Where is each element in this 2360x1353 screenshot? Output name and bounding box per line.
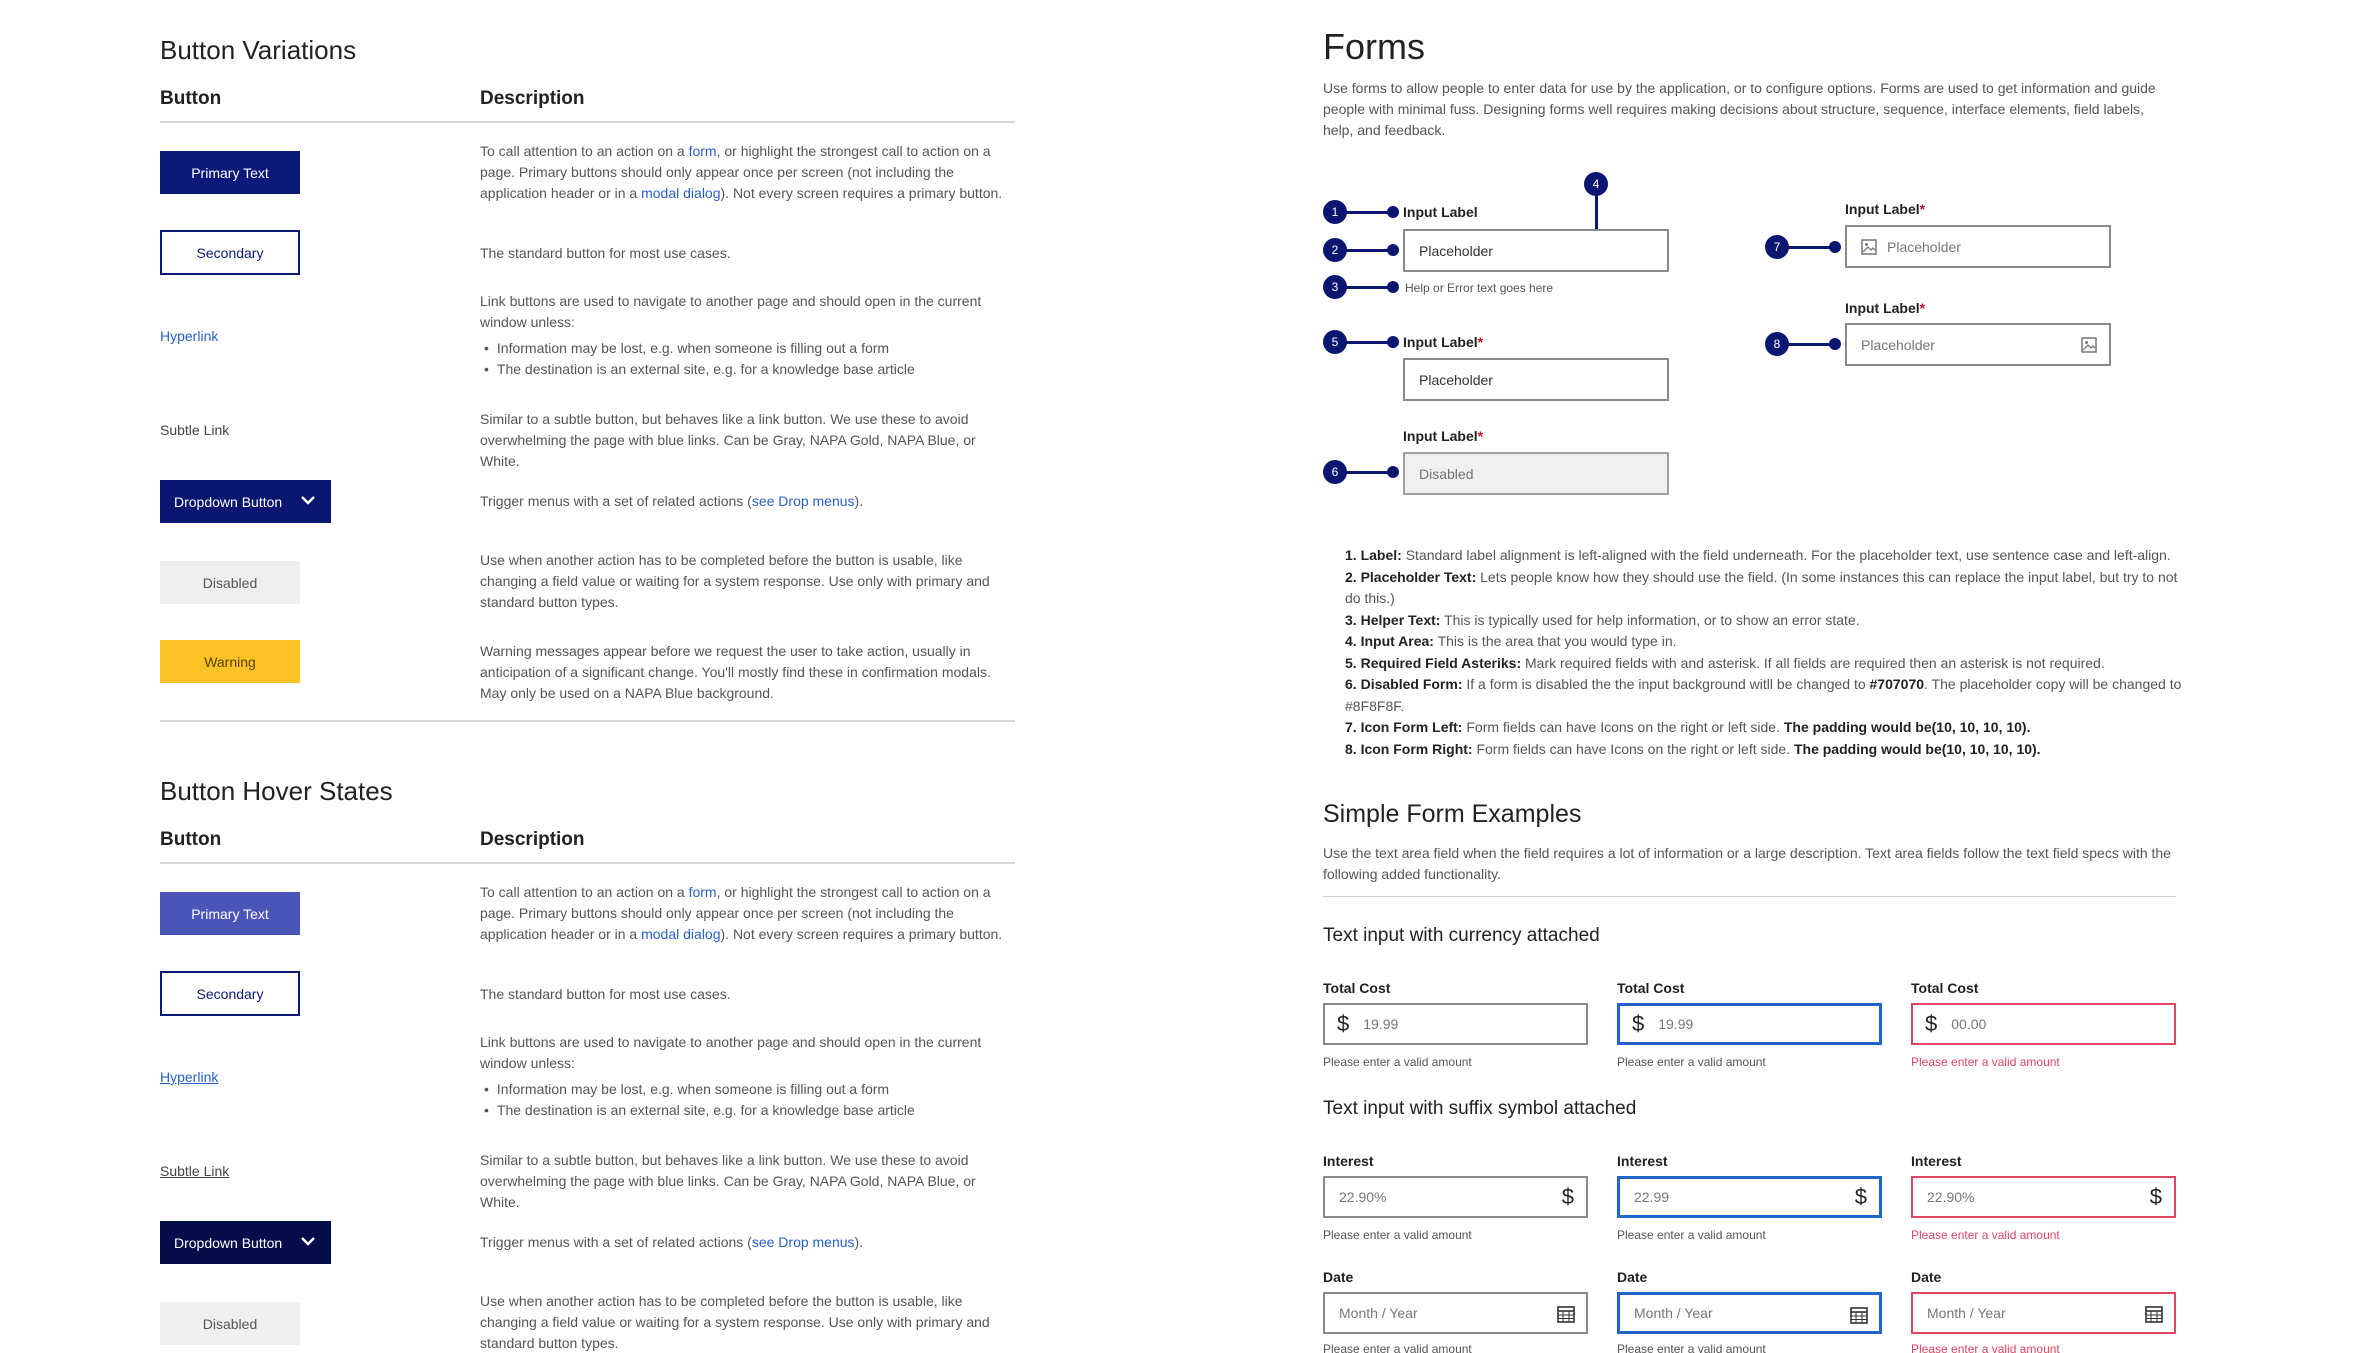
calendar-icon [1556,1304,1576,1324]
subtle-link-description: Similar to a subtle button, but behaves like a link button. We use these to avoid overwhelming the page with blue links. Can be Gray, NAPA Gold, NAPA Blue, or White. [480,411,976,469]
dropdown-description: Trigger menus with a set of related actions (see Drop menus). [480,493,864,509]
dropdown-description: Trigger menus with a set of related actions (see Drop menus). [480,1234,864,1250]
error-text: Please enter a valid amount [1911,1342,2060,1353]
section-title: Button Variations [160,35,357,65]
marker-7: 7 [1765,235,1789,259]
dollar-icon: $ [1561,1184,1574,1209]
disabled-input: Disabled [1403,452,1669,495]
primary-button[interactable]: Primary Text [160,151,300,194]
placeholder-input[interactable]: Placeholder [1403,229,1669,272]
primary-description: To call attention to an action on a form, or highlight the strongest call to action on a page. Primary buttons should only appear once per screen (not including the application header or in a modal dialog). Not every screen requires a primary button. [480,143,1003,201]
total-cost-input-default[interactable]: $ 19.99 [1323,1003,1588,1045]
dropdown-button-hover[interactable]: Dropdown Button [160,1221,331,1264]
hyperlink-description: Link buttons are used to navigate to another page and should open in the current window unless: • Information may be lost, e.g. when someone is filling out a form • The destination is an external site, e.g. for a knowledge base article [480,1032,1010,1121]
total-cost-label: Total Cost [1617,980,1685,996]
note-item: 3. Helper Text: This is typically used for help information, or to show an error state. [1345,611,1860,628]
secondary-button-hover[interactable]: Secondary [160,971,300,1016]
divider [160,862,1015,864]
secondary-description: The standard button for most use cases. [480,986,731,1002]
error-text: Please enter a valid amount [1911,1228,2060,1242]
helper-text: Please enter a valid amount [1617,1228,1766,1242]
drop-menus-link[interactable]: see Drop menus [751,493,855,509]
form-link[interactable]: form [688,884,717,900]
marker-1: 1 [1323,200,1347,224]
interest-input-error[interactable]: 22.90% $ [1911,1176,2176,1218]
chevron-down-icon [299,491,317,509]
total-cost-label: Total Cost [1911,980,1979,996]
dollar-icon: $ [1337,1011,1350,1036]
subtle-link-button[interactable]: Subtle Link [160,422,230,438]
dollar-icon: $ [1632,1011,1645,1036]
dollar-icon: $ [1854,1184,1867,1209]
divider [1323,896,2176,897]
marker-6: 6 [1323,460,1347,484]
connector-dot [1387,466,1399,478]
date-input-default[interactable]: Month / Year [1323,1292,1588,1334]
icon-right-input-label: Input Label* [1845,300,1926,316]
interest-label: Interest [1617,1153,1668,1169]
page-title: Forms [1323,26,1425,67]
column-header-description: Description [480,88,585,109]
dollar-icon: $ [1925,1011,1938,1036]
helper-text: Please enter a valid amount [1323,1342,1472,1353]
date-label: Date [1911,1269,1942,1285]
dropdown-button[interactable]: Dropdown Button [160,480,331,523]
date-label: Date [1617,1269,1648,1285]
drop-menus-link[interactable]: see Drop menus [751,1234,855,1250]
icon-left-input-label: Input Label* [1845,201,1926,217]
column-header-button: Button [160,88,222,109]
connector-dot [1387,206,1399,218]
helper-text: Help or Error text goes here [1405,281,1554,295]
connector-dot [1829,241,1841,253]
hyperlink-button[interactable]: Hyperlink [160,328,219,344]
note-item: 1. Label: Standard label alignment is left-aligned with the field underneath. For the placeholder text, use sentence case and left-align. [1345,547,2171,563]
note-item: 4. Input Area: This is the area that you would type in. [1345,633,1677,649]
interest-label: Interest [1911,1153,1962,1169]
helper-text: Please enter a valid amount [1323,1055,1472,1069]
interest-input-focused[interactable]: 22.99 $ [1617,1176,1882,1218]
modal-dialog-link[interactable]: modal dialog [641,926,721,942]
examples-intro: Use the text area field when the field requires a lot of information or a large description. Text area fields follow the text field specs with the following added functionality. [1323,845,2171,882]
modal-dialog-link[interactable]: modal dialog [641,185,721,201]
marker-5: 5 [1323,330,1347,354]
primary-button-hover[interactable]: Primary Text [160,892,300,935]
icon-right-input[interactable]: Placeholder [1845,323,2111,366]
secondary-description: The standard button for most use cases. [480,245,731,261]
disabled-button: Disabled [160,561,300,604]
connector-dot [1387,244,1399,256]
subtle-link-description: Similar to a subtle button, but behaves like a link button. We use these to avoid overwhelming the page with blue links. Can be Gray, NAPA Gold, NAPA Blue, or White. [480,1152,976,1210]
note-item: 7. Icon Form Left: Form fields can have Icons on the right or left side. The padding would be(10, 10, 10, 10). [1345,719,2031,735]
marker-8: 8 [1765,332,1789,356]
divider [160,121,1015,123]
interest-input-default[interactable]: 22.90% $ [1323,1176,1588,1218]
examples-title: Simple Form Examples [1323,800,1582,828]
disabled-input-label: Input Label* [1403,428,1484,444]
section-title: Button Hover States [160,776,393,806]
anatomy-notes [1345,545,2185,760]
form-link[interactable]: form [688,143,717,159]
date-input-focused[interactable]: Month / Year [1617,1292,1882,1334]
total-cost-input-focused[interactable]: $ 19.99 [1617,1003,1882,1045]
date-label: Date [1323,1269,1354,1285]
connector-dot [1829,338,1841,350]
hyperlink-description: Link buttons are used to navigate to another page and should open in the current window unless: • Information may be lost, e.g. when someone is filling out a form • The destination is an external site, e.g. for a knowledge base article [480,291,1010,380]
calendar-icon [2144,1304,2164,1324]
connector-dot [1387,336,1399,348]
hyperlink-button-hover[interactable]: Hyperlink [160,1069,219,1085]
image-icon [2081,337,2097,353]
error-text: Please enter a valid amount [1911,1055,2060,1069]
marker-4: 4 [1584,172,1608,196]
calendar-icon [1849,1305,1869,1325]
disabled-description: Use when another action has to be completed before the button is usable, like changing a field value or waiting for a system response. Use only with primary and standard button types. [480,1293,990,1351]
note-item: 5. Required Field Asteriks: Mark required fields with and asterisk. If all fields are required then an asterisk is not required. [1345,654,2105,671]
chevron-down-icon [299,1232,317,1250]
helper-text: Please enter a valid amount [1617,1055,1766,1069]
currency-section-title: Text input with currency attached [1323,925,1600,946]
marker-2: 2 [1323,238,1347,262]
required-input-label: Input Label* [1403,334,1484,350]
image-icon [1861,239,1877,255]
note-item: 2. Placeholder Text: Lets people know how they should use the field. (In some instances this can replace the input label, but try to not do this.) [1345,568,2178,606]
column-header-button: Button [160,829,222,850]
disabled-button-hover: Disabled [160,1302,300,1345]
helper-text: Please enter a valid amount [1323,1228,1472,1242]
total-cost-label: Total Cost [1323,980,1391,996]
forms-intro: Use forms to allow people to enter data for use by the application, or to configure options. Forms are used to get information and guide people with minimal fuss. Designing forms well requires making decisions about structure, sequence, interface elements, field labels, help, and feedback. [1323,80,2156,138]
required-input[interactable]: Placeholder [1403,358,1669,401]
note-item: 8. Icon Form Right: Form fields can have Icons on the right or left side. The padding would be(10, 10, 10, 10). [1345,740,2041,757]
warning-description: Warning messages appear before we request the user to take action, usually in anticipation of a significant change. You'll mostly find these in confirmation modals. May only be used on a NAPA Blue background. [480,643,991,701]
marker-3: 3 [1323,275,1347,299]
note-item: 6. Disabled Form: If a form is disabled the the input background witll be changed to #707070. The placeholder copy will be changed to #8F8F8F. [1345,676,2182,714]
divider [160,720,1015,722]
suffix-section-title: Text input with suffix symbol attached [1323,1098,1637,1119]
primary-description: To call attention to an action on a form, or highlight the strongest call to action on a page. Primary buttons should only appear once per screen (not including the application header or in a modal dialog). Not every screen requires a primary button. [480,884,1003,942]
date-input-error[interactable]: Month / Year [1911,1292,2176,1334]
total-cost-input-error[interactable]: $ 00.00 [1911,1003,2176,1045]
disabled-description: Use when another action has to be completed before the button is usable, like changing a field value or waiting for a system response. Use only with primary and standard button types. [480,552,990,610]
interest-label: Interest [1323,1153,1374,1169]
input-label: Input Label [1403,204,1478,220]
warning-button[interactable]: Warning [160,640,300,683]
connector-dot [1387,281,1399,293]
dollar-icon: $ [2149,1184,2162,1209]
column-header-description: Description [480,829,585,850]
subtle-link-button-hover[interactable]: Subtle Link [160,1163,230,1179]
helper-text: Please enter a valid amount [1617,1342,1766,1353]
secondary-button[interactable]: Secondary [160,230,300,275]
icon-left-input[interactable]: Placeholder [1845,225,2111,268]
